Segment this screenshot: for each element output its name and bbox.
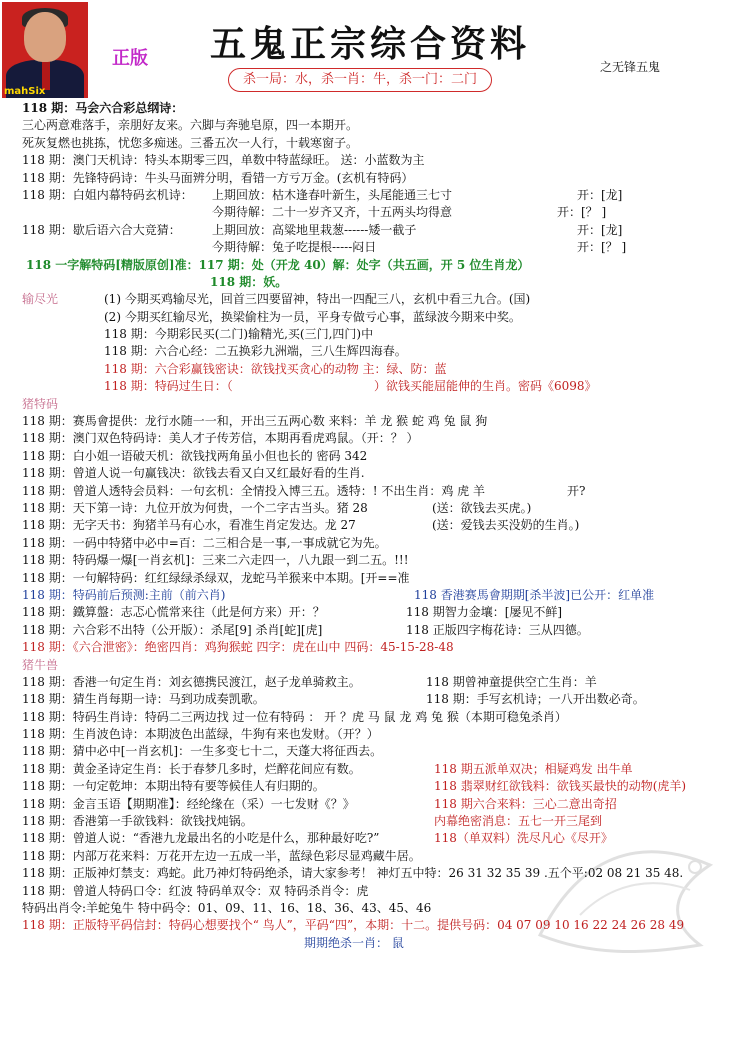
text-line bbox=[22, 152, 737, 169]
line-segment: 特码出肖令:羊蛇兔牛 特中码令：01、09、11、16、18、36、43、45、46 bbox=[22, 900, 432, 915]
line-segment: 118 期：曾道人透特会员料：一句玄机：全情投入博三五。透特：! 不出生肖：鸡 虎 羊 bbox=[22, 483, 485, 498]
text-line bbox=[22, 274, 737, 291]
text-line bbox=[22, 291, 737, 308]
line-segment: ）欲钱买能屈能伸的生肖。密码《6098》 bbox=[374, 379, 597, 394]
text-line bbox=[22, 883, 737, 900]
text-line bbox=[22, 691, 737, 708]
text-line bbox=[22, 222, 737, 239]
text-line bbox=[22, 483, 737, 500]
text-line bbox=[22, 917, 737, 934]
text-line bbox=[22, 517, 737, 534]
line-segment: 118 期：猜中必中[一肖玄机]：一生多变七十二，天蓬大将征西去。 bbox=[22, 744, 383, 759]
line-segment: 开：[龙] bbox=[577, 222, 623, 237]
line-segment: 118 期：曾道人说一句赢钱决：欲钱去看又白又红最好看的生肖. bbox=[22, 466, 365, 481]
text-line bbox=[22, 378, 737, 395]
text-line bbox=[22, 813, 737, 830]
line-segment: 开? bbox=[567, 483, 586, 498]
text-line bbox=[22, 413, 737, 430]
line-segment: 118 期：特码生肖诗：特码二三两边找 过一位有特码 ： 开 ？虎 马 鼠 龙 鸡 兔 猴（本期可稳兔杀肖） bbox=[22, 709, 567, 724]
text-line bbox=[22, 830, 737, 847]
line-segment: 118 期：香港第一手欲钱料：欲钱找炖锅。 bbox=[22, 814, 253, 829]
line-segment: 118 期：鐵算盤：志忑心慌常来往（此是何方来）开：？ bbox=[22, 605, 325, 620]
text-line bbox=[22, 743, 737, 760]
line-segment: 118 期：曾道人说：“香港九龙最出名的小吃是什么，那种最好吃?” bbox=[22, 831, 380, 846]
line-segment: (送：爱钱去买没奶的生肖。) bbox=[432, 518, 580, 533]
line-segment: 118 一字解特码[精版原创]准：117 期：处（开龙 40）解：处字（共五画，开 5 位生肖龙） bbox=[26, 257, 530, 272]
line-segment: 118 期：香港一句定生肖：刘玄德携民渡江，赵子龙单骑救主。 bbox=[22, 674, 361, 689]
text-line bbox=[22, 657, 737, 674]
line-segment: 三心两意难落手，亲朋好友来。六脚与奔驰皂原，四一本期开。 bbox=[22, 118, 359, 133]
content-lines bbox=[22, 100, 737, 952]
text-line bbox=[22, 396, 737, 413]
line-segment: 猪牛兽 bbox=[22, 657, 59, 672]
line-segment: 118 期：澳门天机诗：特头本期零三四，单数中特蓝绿旺。 送：小蓝数为主 bbox=[22, 153, 425, 168]
line-segment: 118 期：内部万花来料：万花开左边一五成一半，蓝绿色彩尽显鸡藏牛居。 bbox=[22, 848, 421, 863]
text-line bbox=[22, 935, 737, 952]
line-segment: 118 期：正版特平码信封：特码心想要找个“ 鸟人”，平码“四”，本期：十二。提供号码：04 07 09 10 16 22 24 26 28 49 bbox=[22, 918, 685, 933]
text-line bbox=[22, 622, 737, 639]
text-line bbox=[22, 587, 737, 604]
line-segment: 118 期：妖。 bbox=[210, 274, 288, 289]
line-segment: 118 期：赛馬會提供：龙行水随一一和，开出三五两心数 来料：羊 龙 猴 蛇 鸡 兔 鼠 狗 bbox=[22, 414, 488, 429]
line-segment: 期期绝杀一肖： 鼠 bbox=[304, 935, 404, 950]
line-segment: 118 期：无字天书：狗猪羊马有心水，看准生肖定发达。龙 27 bbox=[22, 518, 356, 533]
line-segment: 118 期智力金壤：[屡见不鲜] bbox=[406, 605, 563, 620]
line-segment: 118 期：六合心经：二五换彩九洲端，三八生辉四海春。 bbox=[104, 344, 407, 359]
line-segment: 118 期：今期彩民买(二门)输精光,买(三门,四门)中 bbox=[104, 327, 374, 342]
text-line bbox=[22, 187, 737, 204]
line-segment: 118 正版四字梅花诗：三从四德。 bbox=[406, 622, 589, 637]
line-segment: 118 期：一句解特码：红红绿绿杀绿双，龙蛇马羊猴来中本期。[开==准 bbox=[22, 570, 410, 585]
line-segment: 118 期：生肖波色诗：本期波色出蓝绿，牛狗有来也发财。（开？） bbox=[22, 727, 379, 742]
line-segment: 118 期：特码爆一爆[一肖玄机]：三来二六走四一，八九跟一到二五。!!! bbox=[22, 553, 409, 568]
text-line bbox=[22, 778, 737, 795]
text-line bbox=[22, 309, 737, 326]
text-line bbox=[22, 639, 737, 656]
line-segment: (1) 今期买鸡输尽光，回首三四要留神，特出一四配三八，玄机中看三九合。(国) bbox=[104, 292, 531, 307]
text-line bbox=[22, 326, 737, 343]
text-line bbox=[22, 674, 737, 691]
line-segment: 今期待解：兔子吃提根-----闷日 bbox=[212, 240, 377, 255]
text-line bbox=[22, 239, 737, 256]
line-segment: 118 期：一句定乾坤：本期出特有要等候佳人有归期的。 bbox=[22, 779, 325, 794]
line-segment: 内幕绝密消息：五七一开三尾到 bbox=[434, 814, 603, 829]
line-segment: 118 期：猜生肖每期一诗：马到功成奏凯歌。 bbox=[22, 692, 265, 707]
line-segment: 118 期：白小姐一语破天机：欲钱找两角虽小但也长的 密码 342 bbox=[22, 448, 368, 463]
text-line bbox=[22, 361, 737, 378]
line-segment: 输尽光 bbox=[22, 292, 59, 307]
line-segment: 118 期：正版神灯禁支：鸡蛇。此乃神灯特码绝杀，请大家参考！ 神灯五中特：26 31 32 35 39 .五个平:02 08 21 35 48. bbox=[22, 866, 684, 881]
line-segment: 今期待解：二十一岁齐又齐，十五两头均得意 bbox=[212, 205, 453, 220]
text-line bbox=[22, 726, 737, 743]
line-segment: (送：欲钱去买虎。) bbox=[432, 500, 532, 515]
line-segment: 上期回放：高粱地里栽葱------矮一截子 bbox=[212, 222, 417, 237]
line-segment: 开：[？ ] bbox=[557, 205, 607, 220]
text-line bbox=[22, 500, 737, 517]
line-segment: 118 期六合来料：三心二意出奇招 bbox=[434, 796, 617, 811]
text-line bbox=[22, 570, 737, 587]
line-segment: 118 期：金言玉语【期期准】：经纶缘在（采）一七发财《？》 bbox=[22, 796, 355, 811]
line-segment: 118 期：歇后语六合大竞猜： bbox=[22, 222, 181, 237]
photo-logo: mahSix bbox=[4, 86, 46, 97]
line-segment: 118 期：澳门双色特码诗：美人才子传芳信，本期再看虎鸡鼠。（开：？ ） bbox=[22, 431, 419, 446]
line-segment: 死灰复燃也挑拣，忧您多痴迷。三番五次一人行，十载寒窗子。 bbox=[22, 135, 359, 150]
text-line bbox=[22, 430, 737, 447]
line-segment: 118 期：《六合泄密》：绝密四肖：鸡狗猴蛇 四字：虎在山中 四码：45-15-28-48 bbox=[22, 640, 454, 655]
edition-label: 正版 bbox=[112, 48, 148, 69]
text-line bbox=[22, 865, 737, 882]
line-segment: 118 期：先锋特码诗：牛头马面辨分明，看错一方亏万金。(玄机有特码） bbox=[22, 170, 414, 185]
portrait-photo bbox=[2, 2, 88, 98]
line-segment: 118 香港赛馬會期期[杀半波]已公开：红单准 bbox=[414, 587, 655, 602]
line-segment: 118 翡翠财红欲钱料：欲钱买最快的动物(虎羊) bbox=[434, 779, 687, 794]
line-segment: 开：[？ ] bbox=[577, 240, 627, 255]
page-subtitle: 之无锋五鬼 bbox=[600, 60, 661, 74]
text-line bbox=[22, 135, 737, 152]
line-segment: 118（单双料）洗尽凡心《尽开》 bbox=[434, 831, 613, 846]
text-line bbox=[22, 448, 737, 465]
text-line bbox=[22, 257, 737, 274]
text-line bbox=[22, 343, 737, 360]
line-segment: 开：[龙] bbox=[577, 187, 623, 202]
text-line bbox=[22, 796, 737, 813]
line-segment: 118 期：手写玄机诗；一八开出数必奇。 bbox=[426, 692, 645, 707]
line-segment: 118 期曾神童提供空亡生肖：羊 bbox=[426, 674, 597, 689]
line-segment: 上期回放：枯木逢春叶新生，头尾能通三七寸 bbox=[212, 187, 453, 202]
text-line bbox=[22, 170, 737, 187]
kill-banner: 杀一局：水，杀一肖：牛，杀一门：二门 bbox=[228, 68, 492, 92]
line-segment: 118 期五派单双决；相疑鸡发 出牛单 bbox=[434, 761, 633, 776]
text-line bbox=[22, 900, 737, 917]
text-line bbox=[22, 100, 737, 117]
page-title: 五鬼正宗综合资料 bbox=[209, 23, 530, 65]
line-segment: 118 期：曾道人特码口令：红波 特码单双令：双 特码杀肖令：虎 bbox=[22, 883, 369, 898]
line-segment: (2) 今期买红输尽光，换梁偷柱为一员，平身专做亏心事，蓝绿波今期来中奖。 bbox=[104, 309, 521, 324]
text-line bbox=[22, 117, 737, 134]
line-segment: 118 期：马会六合彩总纲诗： bbox=[22, 101, 184, 115]
line-segment: 118 期：白姐内幕特码玄机诗： bbox=[22, 187, 193, 202]
line-segment: 118 期：特码前后预测:主前（前六肖) bbox=[22, 587, 226, 602]
text-line bbox=[22, 709, 737, 726]
line-segment: 猪特码 bbox=[22, 396, 59, 411]
text-line bbox=[22, 535, 737, 552]
text-line bbox=[22, 552, 737, 569]
line-segment: 118 期：六合彩不出特（公开版）：杀尾[9] 杀肖[蛇][虎] bbox=[22, 622, 323, 637]
text-line bbox=[22, 848, 737, 865]
line-segment: 118 期：一码中特猪中必中=百：二三相合是一事,一事成就它为先。 bbox=[22, 535, 387, 550]
line-segment: 118 期：黄金圣诗定生肖：长于春梦几多时，烂醉花间应有数。 bbox=[22, 761, 361, 776]
line-segment: 118 期：六合彩赢钱密诀：欲钱找买贪心的动物 主：绿、防：蓝 bbox=[104, 361, 447, 376]
text-line bbox=[22, 465, 737, 482]
portrait-face bbox=[24, 12, 66, 62]
line-segment: 118 期：特码过生日：（ bbox=[104, 379, 233, 394]
text-line bbox=[22, 604, 737, 621]
text-line bbox=[22, 761, 737, 778]
text-line bbox=[22, 204, 737, 221]
line-segment: 118 期：天下第一诗：九位开放为何贵，一个二字古当头。猪 28 bbox=[22, 500, 368, 515]
